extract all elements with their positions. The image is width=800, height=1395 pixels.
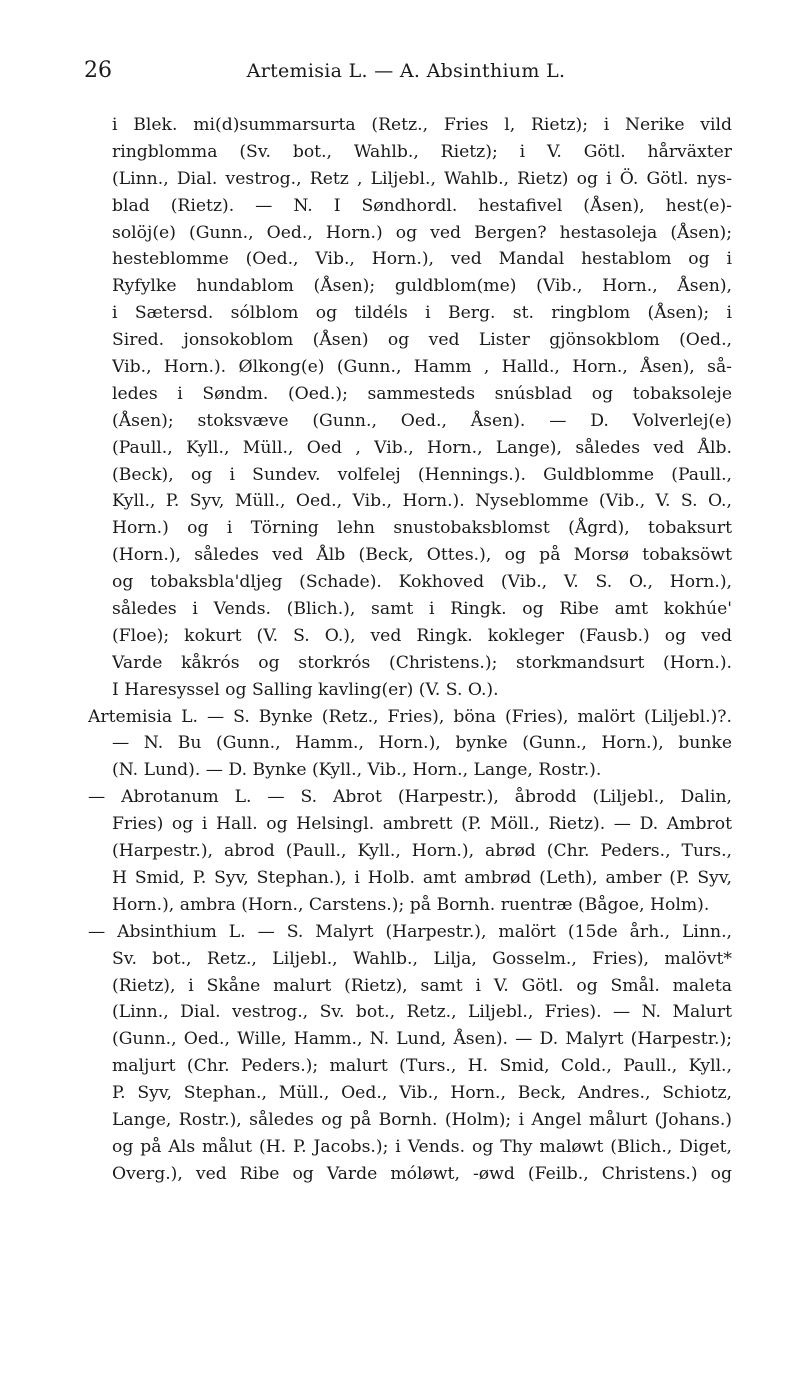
text-line: ringblomma (Sv. bot., Wahlb., Rietz); i V. Götl. hårväxter [112,141,732,162]
text-line: Lange, Rostr.), således og på Bornh. (Holm); i Angel målurt (Johans.) [112,1109,732,1130]
text-line: (Rietz), i Skåne malurt (Rietz), samt i V. Götl. og Smål. maleta [112,975,732,996]
text-line: Varde kåkrós og storkrós (Christens.); storkmandsurt (Horn.). [112,652,732,673]
text-line: (N. Lund). — D. Bynke (Kyll., Vib., Horn., Lange, Rostr.). [112,760,602,781]
text-line: og på Als målut (H. P. Jacobs.); i Vends. og Thy maløwt (Blich., Diget, [112,1136,732,1157]
text-line: Ryfylke hundablom (Åsen); guldblom(me) (Vib., Horn., Åsen), [112,276,732,297]
paragraph-continuation [112,112,732,704]
text-line: hesteblomme (Oed., Vib., Horn.), ved Mandal hestablom og i [112,249,732,270]
text-line: (Linn., Dial. vestrog., Retz , Liljebl., Wahlb., Rietz) og i Ö. Götl. nys- [112,168,732,189]
text-line: således i Vends. (Blich.), samt i Ringk. og Ribe amt kokhúe' [112,599,732,620]
body-text [88,112,732,1188]
text-line: Fries) og i Hall. og Helsingl. ambrett (P. Möll., Rietz). — D. Ambrot [112,814,732,835]
text-line: Kyll., P. Syv, Müll., Oed., Vib., Horn.). Nyseblomme (Vib., V. S. O., [112,491,732,512]
page-number: 26 [84,58,112,83]
text-line: maljurt (Chr. Peders.); malurt (Turs., H. Smid, Cold., Paull., Kyll., [112,1056,732,1077]
text-line: i Sætersd. sólblom og tildéls i Berg. st. ringblom (Åsen); i [112,303,732,324]
running-title: Artemisia L. — A. Absinthium L. [246,60,566,82]
text-line: (Linn., Dial. vestrog., Sv. bot., Retz., Liljebl., Fries). — N. Malurt [112,1002,732,1023]
entry-line: — Abrotanum L. — S. Abrot (Harpestr.), åbrodd (Liljebl., Dalin, [88,787,732,808]
entry-artemisia [88,704,732,785]
page-header [84,58,728,88]
entry-line: Artemisia L. — S. Bynke (Retz., Fries), böna (Fries), malört (Liljebl.)?. [88,706,732,727]
text-line: H Smid, P. Syv, Stephan.), i Holb. amt ambrød (Leth), amber (P. Syv, [112,867,732,888]
text-line: P. Syv, Stephan., Müll., Oed., Vib., Horn., Beck, Andres., Schiotz, [112,1083,732,1104]
text-line: (Harpestr.), abrod (Paull., Kyll., Horn.), abrød (Chr. Peders., Turs., [112,841,732,862]
text-line: (Åsen); stoksvæve (Gunn., Oed., Åsen). — D. Volverlej(e) [112,410,732,431]
text-line: og tobaksbla'dljeg (Schade). Kokhoved (Vib., V. S. O., Horn.), [112,572,732,593]
text-line: (Floe); kokurt (V. S. O.), ved Ringk. kokleger (Fausb.) og ved [112,625,732,646]
entry-line: — Absinthium L. — S. Malyrt (Harpestr.), malört (15de årh., Linn., [88,921,732,942]
text-line: solöj(e) (Gunn., Oed., Horn.) og ved Bergen? hestasoleja (Åsen); [112,222,732,243]
text-line: Vib., Horn.). Ølkong(e) (Gunn., Hamm , Halld., Horn., Åsen), så- [112,357,732,378]
text-line: Horn.), ambra (Horn., Carstens.); på Bornh. ruentræ (Bågoe, Holm). [112,894,710,915]
text-line: ledes i Søndm. (Oed.); sammesteds snúsblad og tobaksoleje [112,383,732,404]
text-line: i Blek. mi(d)summarsurta (Retz., Fries l, Rietz); i Nerike vild [112,115,732,135]
text-line: Overg.), ved Ribe og Varde móløwt, -øwd (Feilb., Christens.) og [112,1163,732,1184]
text-line: Sired. jonsokoblom (Åsen) og ved Lister gjönsokblom (Oed., [112,330,732,351]
text-line: (Horn.), således ved Ålb (Beck, Ottes.), og på Morsø tobaksöwt [112,545,732,566]
entry-absinthium [88,919,732,1188]
text-line: blad (Rietz). — N. I Søndhordl. hestafivel (Åsen), hest(e)- [112,195,732,216]
text-line: — N. Bu (Gunn., Hamm., Horn.), bynke (Gunn., Horn.), bunke [112,733,732,754]
text-line: (Paull., Kyll., Müll., Oed , Vib., Horn., Lange), således ved Ålb. [112,437,732,458]
entry-abrotanum [88,784,732,918]
text-line: (Beck), og i Sundev. volfelej (Hennings.). Guldblomme (Paull., [112,464,732,485]
text-line: I Haresyssel og Salling kavling(er) (V. S. O.). [112,679,499,700]
text-line: (Gunn., Oed., Wille, Hamm., N. Lund, Åsen). — D. Malyrt (Harpestr.); [112,1029,732,1050]
text-line: Horn.) og i Törning lehn snustobaksblomst (Ågrd), tobaksurt [112,518,732,539]
text-line: Sv. bot., Retz., Liljebl., Wahlb., Lilja, Gosselm., Fries), malövt* [112,948,732,969]
